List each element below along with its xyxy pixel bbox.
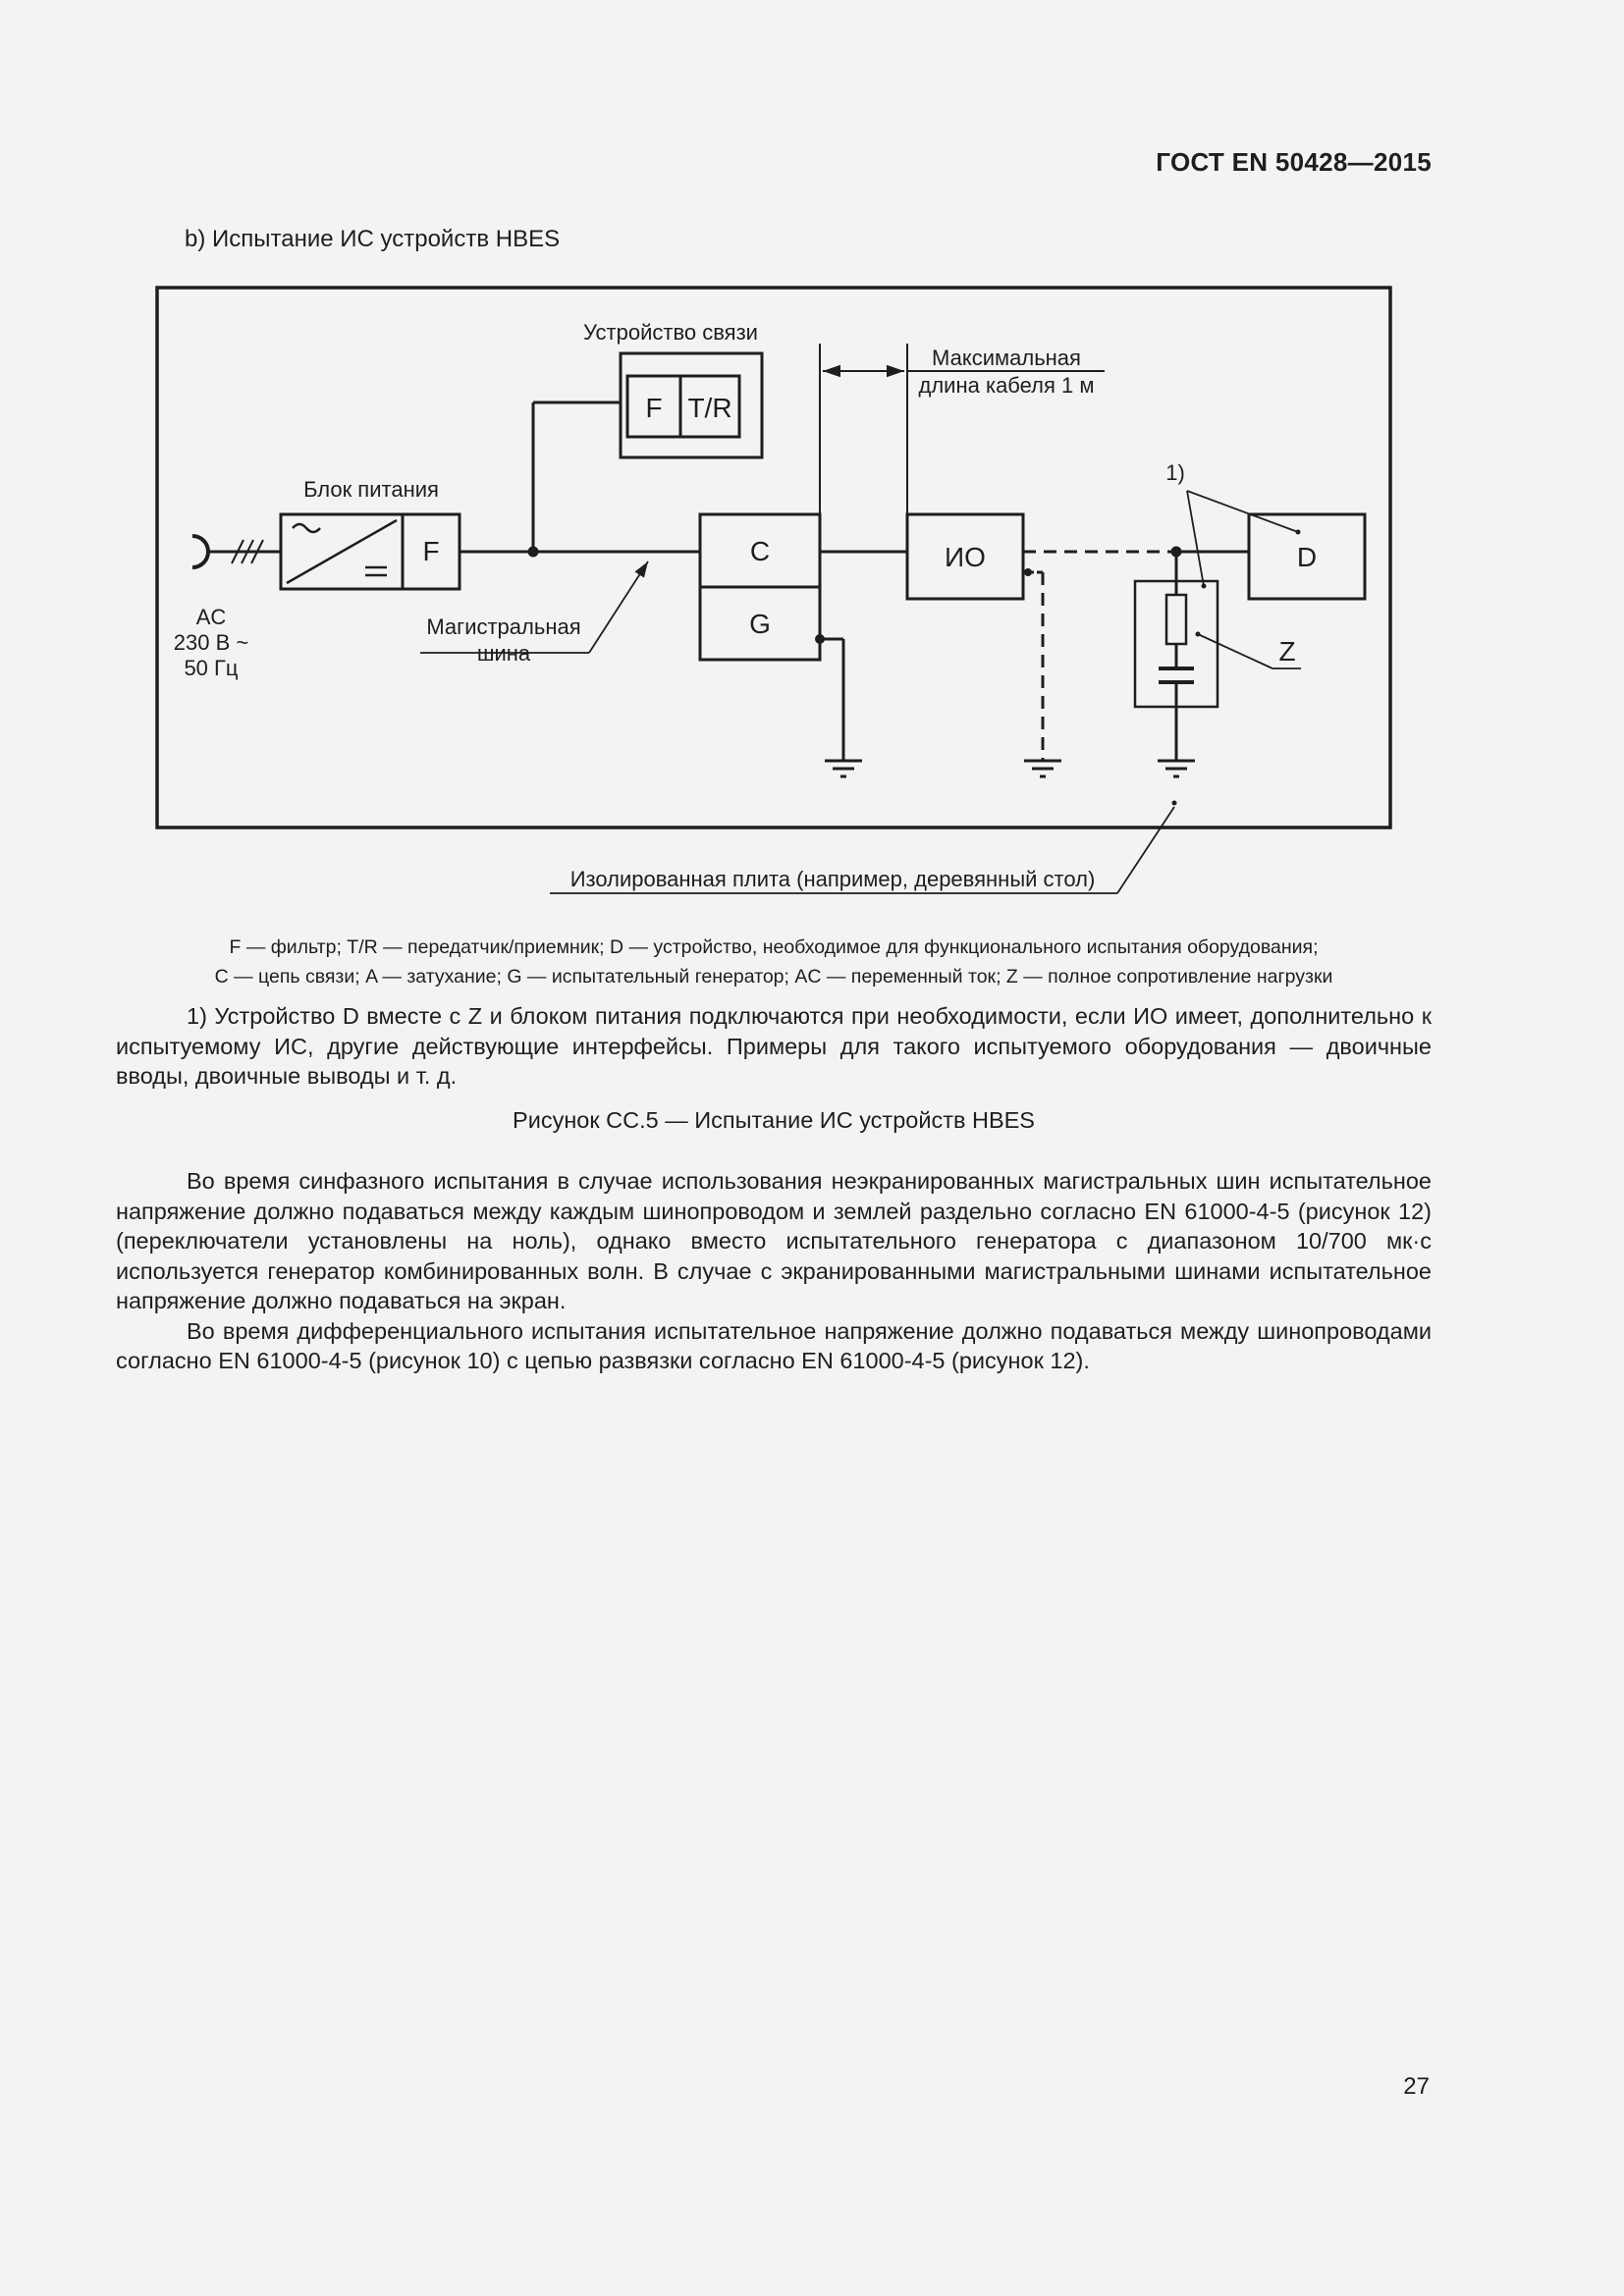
comm-device-label: Устройство связи bbox=[583, 320, 758, 345]
ac-label-3: 50 Гц bbox=[184, 656, 239, 680]
comm-filter-label: F bbox=[645, 393, 663, 423]
c-label: C bbox=[749, 536, 771, 566]
tr-label: T/R bbox=[687, 393, 732, 423]
ac-plug-icon bbox=[192, 536, 208, 567]
bus-label-2: шина bbox=[476, 641, 531, 666]
figure-legend bbox=[116, 933, 1432, 991]
figure-subtitle: b) Испытание ИС устройств HBES bbox=[185, 226, 561, 252]
legend-line-1: F — фильтр; T/R — передатчик/приемник; D — устройство, необходимое для функционального испытания оборудования; bbox=[229, 936, 1319, 958]
legend-line-2: C — цепь связи; A — затухание; G — испытательный генератор; AC — переменный ток; Z — полное сопротивление нагрузки bbox=[214, 966, 1333, 988]
z-label: Z bbox=[1278, 636, 1296, 667]
ground-symbol-io bbox=[1024, 761, 1061, 776]
figure-caption: Рисунок CC.5 — Испытание ИС устройств HBES bbox=[513, 1107, 1035, 1133]
g-label: G bbox=[749, 609, 771, 639]
main-text bbox=[116, 1166, 1432, 1376]
bus-label-1: Магистральная bbox=[426, 614, 581, 639]
paragraph-2: Во время дифференциального испытания испытательное напряжение должно подаваться между шинопроводами согласно EN 61000-4-5 (рисунок 10) с цепью развязки согласно EN 61000-4-5 (рисунок 12). bbox=[116, 1317, 1432, 1373]
note-ref-label: 1) bbox=[1165, 460, 1185, 485]
max-cable-label-1: Максимальная bbox=[932, 346, 1081, 370]
ground-symbol-z bbox=[1158, 761, 1195, 776]
diagram-frame bbox=[157, 288, 1390, 828]
d-label: D bbox=[1296, 542, 1318, 572]
test-setup-diagram bbox=[0, 0, 1624, 923]
power-unit-label: Блок питания bbox=[303, 477, 439, 502]
insulated-plate-label: Изолированная плита (например, деревянный стол) bbox=[569, 867, 1096, 891]
document-header: ГОСТ EN 50428—2015 bbox=[1156, 147, 1432, 177]
max-cable-label-2: длина кабеля 1 м bbox=[918, 373, 1095, 398]
io-label: ИО bbox=[945, 542, 986, 572]
figure-footnote bbox=[116, 1001, 1432, 1092]
ac-label-2: 230 В ~ bbox=[173, 630, 249, 655]
ground-symbol-g bbox=[825, 761, 862, 776]
footnote-text: 1) Устройство D вместе с Z и блоком питания подключаются при необходимости, если ИО имеет, дополнительно к испытуемому ИС, другие действующие интерфейсы. Примеры для такого испытуемого оборудования — двоичные вводы, двоичные выводы и т. д. bbox=[116, 1003, 1432, 1089]
ac-label-1: AC bbox=[195, 605, 227, 629]
paragraph-1: Во время синфазного испытания в случае использования неэкранированных магистральных шин испытательное напряжение должно подаваться между каждым шинопроводом и землей раздельно согласно EN 61000-4-5 (рисунок 12) (переключатели установлены на ноль), однако вместо испытательного генератора с диапазоном 10/700 мк·с используется генератор комбинированных волн. В случае с экранированными магистральными шинами испытательное напряжение должно подаваться на экран. bbox=[116, 1168, 1432, 1313]
power-filter-label: F bbox=[422, 536, 440, 566]
page-number: 27 bbox=[1403, 2073, 1430, 2100]
resistor bbox=[1166, 595, 1186, 644]
